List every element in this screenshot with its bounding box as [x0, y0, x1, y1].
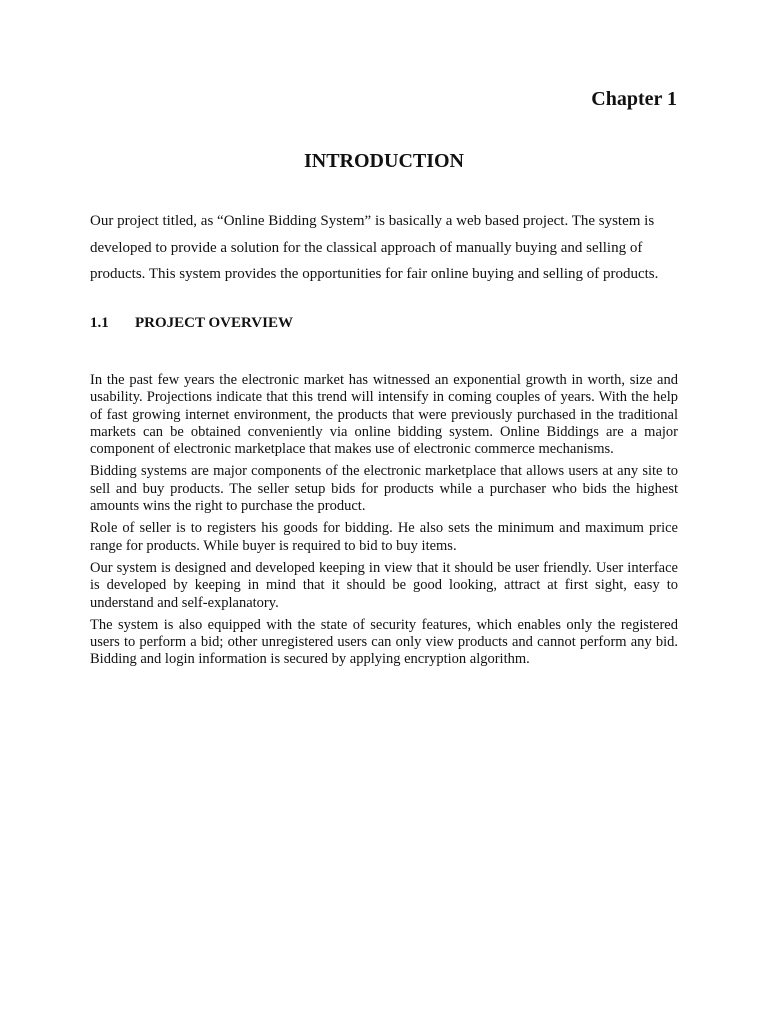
body-paragraph: Role of seller is to registers his goods for bidding. He also sets the minimum and maximum price range for products. While buyer is required to bid to buy items.: [90, 520, 678, 554]
section-heading: [90, 315, 293, 332]
section-number: 1.1: [90, 315, 109, 331]
section-title: PROJECT OVERVIEW: [135, 315, 293, 331]
body-paragraph: The system is also equipped with the state of security features, which enables only the registered users to perform a bid; other unregistered users can only view products and cannot perform any bid. Bidding and login information is secured by applying encryption algorithm.: [90, 616, 678, 668]
intro-paragraph: Our project titled, as “Online Bidding System” is basically a web based project. The system is developed to provide a solution for the classical approach of manually buying and selling of products. This system provides the opportunities for fair online buying and selling of products.: [90, 213, 659, 282]
chapter-label: Chapter 1: [591, 88, 677, 110]
body-paragraph: Bidding systems are major components of the electronic marketplace that allows users at any site to sell and buy products. The seller setup bids for products while a purchaser who bids the highest amounts wins the right to purchase the product.: [90, 463, 678, 515]
body-paragraph: In the past few years the electronic market has witnessed an exponential growth in worth, size and usability. Projections indicate that this trend will intensify in coming couples of years. With the help of fast growing internet environment, the products that were previously purchased in the traditional markets can be obtained conveniently via online bidding system. Online Biddings are a major component of electronic marketplace that makes use of electronic commerce mechanisms.: [90, 372, 678, 458]
body-paragraph: Our system is designed and developed keeping in view that it should be user friendly. User interface is developed by keeping in mind that it should be good looking, attract at first sight, easy to understand and self-explanatory.: [90, 559, 678, 611]
page-title: INTRODUCTION: [303, 150, 465, 172]
section-body: [90, 372, 678, 674]
